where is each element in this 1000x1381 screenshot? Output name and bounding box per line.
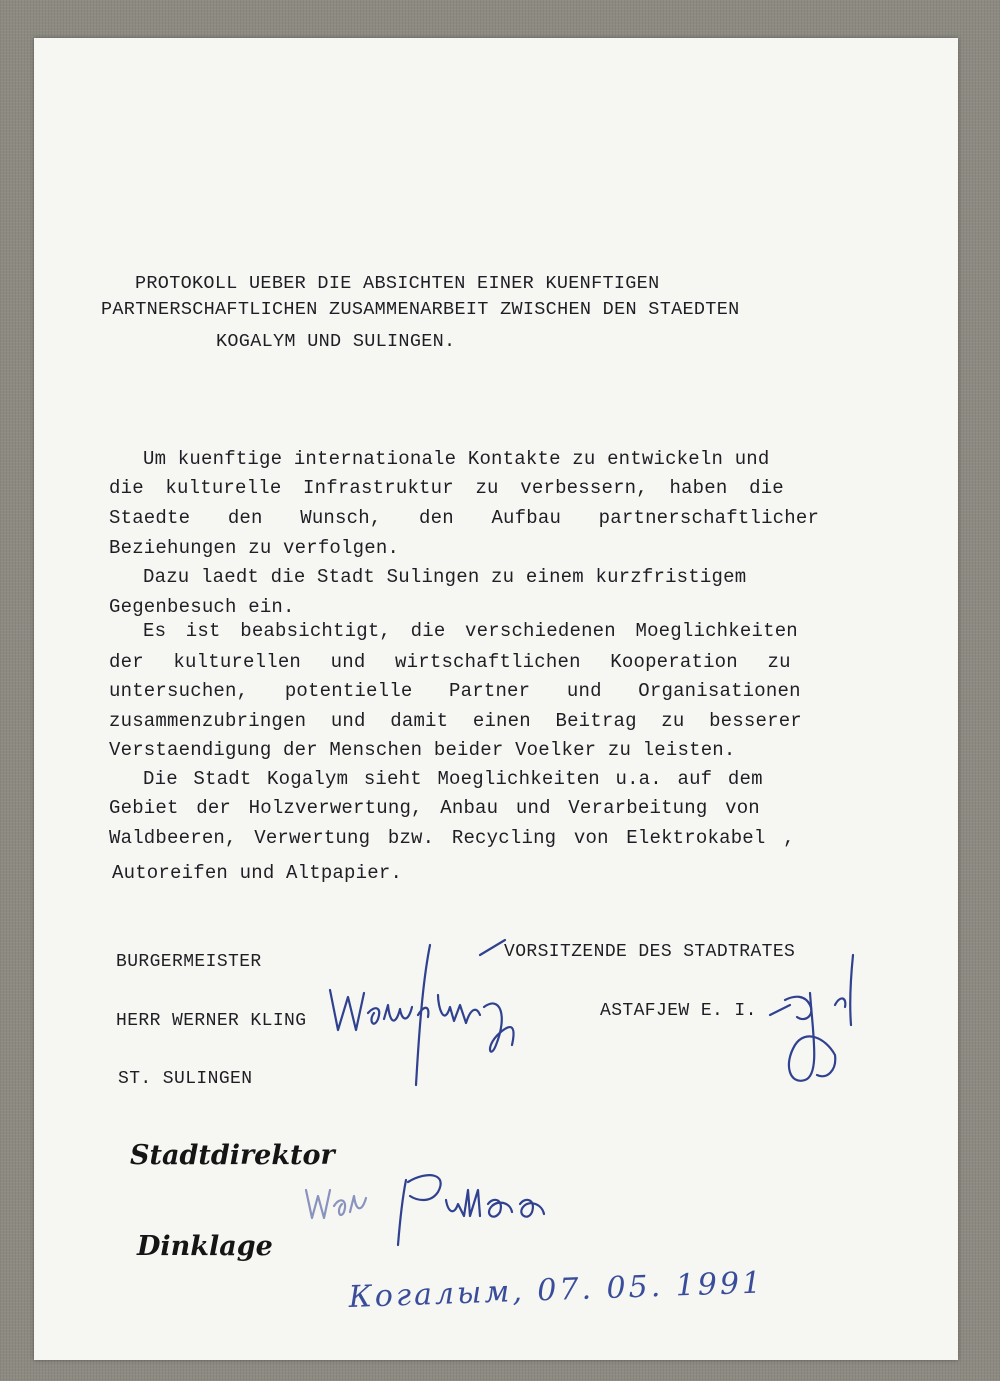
left-signatory-place: ST. SULINGEN bbox=[118, 1069, 253, 1089]
right-signatory-name: ASTAFJEW E. I. bbox=[600, 1001, 757, 1021]
handwritten-title: Stadtdirektor bbox=[130, 1140, 335, 1171]
left-signatory-role: BURGERMEISTER bbox=[116, 952, 262, 972]
body-line: zusammenzubringen und damit einen Beitrag zu besserer bbox=[109, 710, 802, 732]
body-line: untersuchen, potentielle Partner und Organisationen bbox=[109, 680, 801, 702]
body-line: Beziehungen zu verfolgen. bbox=[109, 537, 400, 559]
body-line: Waldbeeren, Verwertung bzw. Recycling von Elektrokabel , bbox=[109, 827, 795, 849]
handwritten-place-date: Когалым, 07. 05. 1991 bbox=[348, 1265, 765, 1315]
body-line: Um kuenftige internationale Kontakte zu entwickeln und bbox=[143, 448, 770, 470]
title-line-3: KOGALYM UND SULINGEN. bbox=[216, 331, 456, 352]
body-line: Die Stadt Kogalym sieht Moeglichkeiten u.a. auf dem bbox=[143, 768, 763, 790]
kling-signature bbox=[320, 935, 530, 1105]
body-line: Autoreifen und Altpapier. bbox=[112, 862, 403, 884]
body-line: Staedte den Wunsch, den Aufbau partnerschaftlicher bbox=[109, 507, 820, 529]
dinklage-signature bbox=[298, 1160, 568, 1260]
handwritten-name: Dinklage bbox=[137, 1231, 273, 1262]
body-line: Es ist beabsichtigt, die verschiedenen Moeglichkeiten bbox=[143, 620, 798, 642]
title-line-2: PARTNERSCHAFTLICHEN ZUSAMMENARBEIT ZWISCHEN DEN STAEDTEN bbox=[101, 299, 740, 320]
body-line: Gegenbesuch ein. bbox=[109, 596, 295, 618]
left-signatory-name: HERR WERNER KLING bbox=[116, 1011, 307, 1031]
body-line: Dazu laedt die Stadt Sulingen zu einem kurzfristigem bbox=[143, 566, 747, 588]
body-line: die kulturelle Infrastruktur zu verbessern, haben die bbox=[109, 477, 784, 499]
body-line: der kulturellen und wirtschaftlichen Kooperation zu bbox=[109, 651, 791, 673]
right-signatory-role: VORSITZENDE DES STADTRATES bbox=[504, 942, 796, 962]
body-line: Verstaendigung der Menschen beider Voelker zu leisten. bbox=[109, 739, 736, 761]
title-line-1: PROTOKOLL UEBER DIE ABSICHTEN EINER KUENFTIGEN bbox=[135, 273, 660, 294]
body-line: Gebiet der Holzverwertung, Anbau und Verarbeitung von bbox=[109, 797, 760, 819]
astafjew-signature bbox=[765, 945, 875, 1090]
